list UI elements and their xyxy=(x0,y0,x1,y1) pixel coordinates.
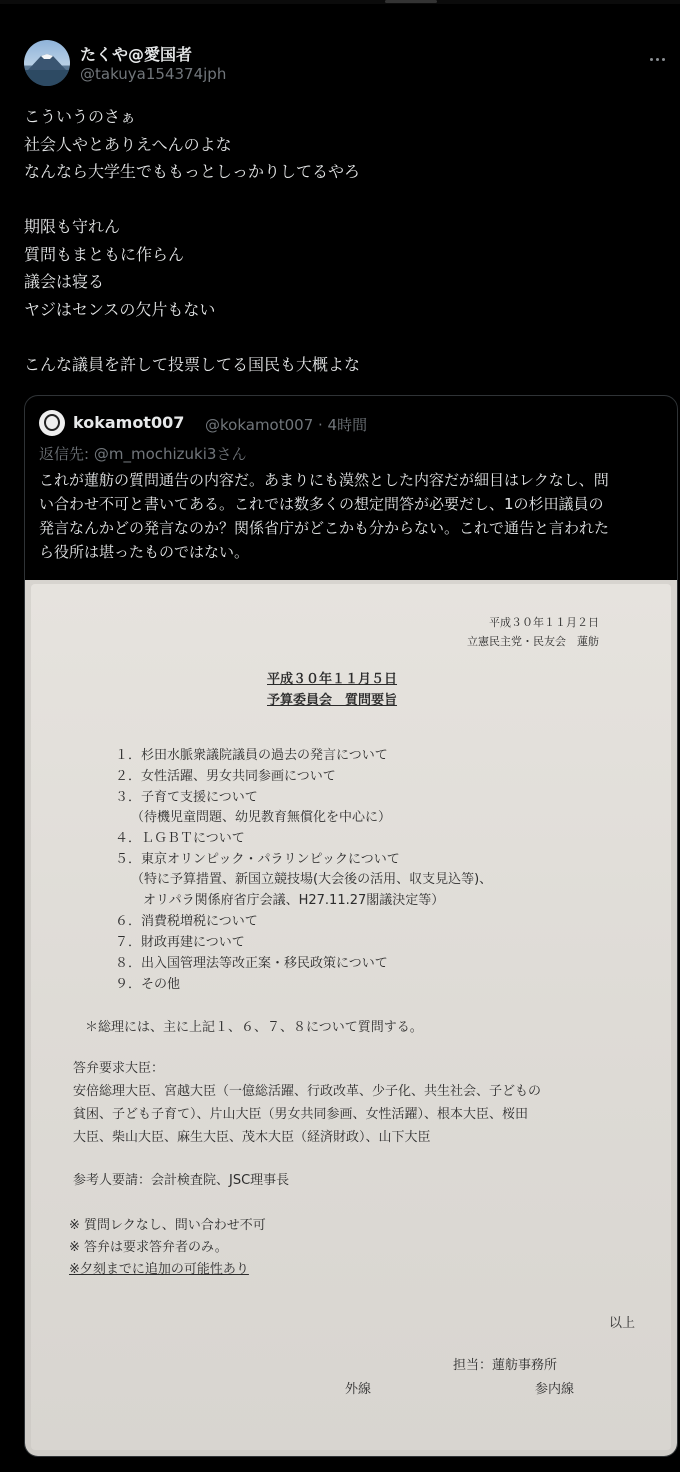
doc-item: ５．東京オリンピック・パラリンピックについて xyxy=(115,852,400,867)
doc-note: ※ 質問レクなし、問い合わせ不可 xyxy=(69,1218,266,1233)
top-edge xyxy=(0,0,680,4)
tweet-line xyxy=(24,186,654,214)
doc-ministers-line: 安倍総理大臣、宮越大臣（一億総活躍、行政改革、少子化、共生社会、子どもの xyxy=(73,1084,542,1099)
doc-ministers-line: 大臣、柴山大臣、麻生大臣、茂木大臣（経済財政）、山下大臣 xyxy=(73,1130,431,1145)
doc-item: ７．財政再建について xyxy=(115,935,245,950)
tweet-author xyxy=(24,40,654,88)
doc-item: １．杉田水脈衆議院議員の過去の発言について xyxy=(115,748,388,763)
doc-org: 立憲民主党・民友会 蓮舫 xyxy=(467,635,599,648)
doc-ministers-line: 貧困、子ども子育て）、片山大臣（男女共同参画、女性活躍）、根本大臣、桜田 xyxy=(73,1107,529,1122)
quoted-line: これが蓮舫の質問通告の内容だ。あまりにも漠然とした内容だが細目はレクなし、問 xyxy=(39,471,609,489)
reply-mention[interactable]: @m_mochizuki3さん xyxy=(93,445,247,463)
doc-item: （特に予算措置、新国立競技場(大会後の活用、収支見込等)、 xyxy=(131,872,493,887)
doc-int-label: 参内線 xyxy=(535,1382,575,1397)
doc-item: ４．ＬＧＢＴについて xyxy=(115,831,245,846)
doc-item: （待機児童問題、幼児教育無償化を中心に） xyxy=(131,810,392,825)
doc-date: 平成３０年１１月２日 xyxy=(489,616,599,629)
quoted-line: 発言なんかどの発言なのか？関係省庁がどこかも分からない。これで通告と言われた xyxy=(39,519,610,537)
tweet-line: なんなら大学生でももっとしっかりしてるやろ xyxy=(24,162,361,181)
author-display-name[interactable]: たくや@愛国者 xyxy=(80,45,193,64)
doc-item: ２．女性活躍、男女共同参画について xyxy=(115,769,336,784)
doc-note: ※ 答弁は要求答弁者のみ。 xyxy=(69,1240,228,1255)
quoted-author xyxy=(39,410,659,436)
author-avatar[interactable] xyxy=(24,40,70,86)
doc-item: オリパラ関係府省庁会議、H27.11.27閣議決定等） xyxy=(143,893,445,908)
quoted-tweet[interactable] xyxy=(24,395,678,1457)
reply-to xyxy=(39,443,246,464)
doc-pm-note: ＊総理には、主に上記１、６、７、８について質問する。 xyxy=(85,1020,423,1035)
doc-contact: 担当：蓮舫事務所 xyxy=(453,1358,558,1373)
doc-item: ８．出入国管理法等改正案・移民政策について xyxy=(115,956,388,971)
doc-item: ６．消費税増税について xyxy=(115,914,258,929)
quoted-text xyxy=(39,468,664,564)
tweet-line: 社会人やとありえへんのよな xyxy=(24,134,232,154)
quoted-avatar[interactable] xyxy=(39,410,65,436)
attached-photo[interactable] xyxy=(25,580,677,1456)
doc-title: 平成３０年１１月５日 xyxy=(267,672,398,687)
doc-subtitle: 予算委員会 質問要旨 xyxy=(267,693,398,708)
doc-item: ３．子育て支援について xyxy=(115,790,258,805)
tweet-line: 期限も守れん xyxy=(24,217,121,236)
document-paper xyxy=(31,584,671,1450)
doc-reference: 参考人要請：会計検査院、JSC理事長 xyxy=(73,1173,290,1188)
tweet-line: こういうのさぁ xyxy=(24,107,137,126)
tweet-line: ヤジはセンスの欠片もない xyxy=(24,299,216,319)
doc-ministers-label: 答弁要求大臣： xyxy=(73,1061,165,1076)
tweet-line: こんな議員を許して投票してる国民も大概よな xyxy=(24,354,361,374)
quoted-handle-time[interactable]: @kokamot007 · 4時間 xyxy=(205,416,368,434)
more-options-icon[interactable] xyxy=(648,46,670,56)
mountain-icon xyxy=(24,40,70,86)
tweet-line xyxy=(24,323,654,351)
tweet-line: 質問もまともに作らん xyxy=(24,244,185,264)
doc-ext-label: 外線 xyxy=(345,1382,372,1397)
doc-note: ※夕刻までに追加の可能性あり xyxy=(69,1262,249,1277)
status-notch xyxy=(385,0,437,3)
author-handle[interactable]: @takuya154374jph xyxy=(80,65,227,83)
quoted-line: い合わせ不可と書いてある。これでは数多くの想定問答が必要だし、1の杉田議員の xyxy=(39,495,604,513)
tweet-line: 議会は寝る xyxy=(24,272,105,291)
doc-item: ９．その他 xyxy=(115,977,181,992)
tweet-text xyxy=(24,103,654,378)
quoted-display-name[interactable]: kokamot007 xyxy=(73,413,185,432)
reply-prefix: 返信先: xyxy=(39,445,90,463)
quoted-line: ら役所は堪ったものではない。 xyxy=(39,543,250,561)
doc-end: 以上 xyxy=(609,1316,636,1331)
